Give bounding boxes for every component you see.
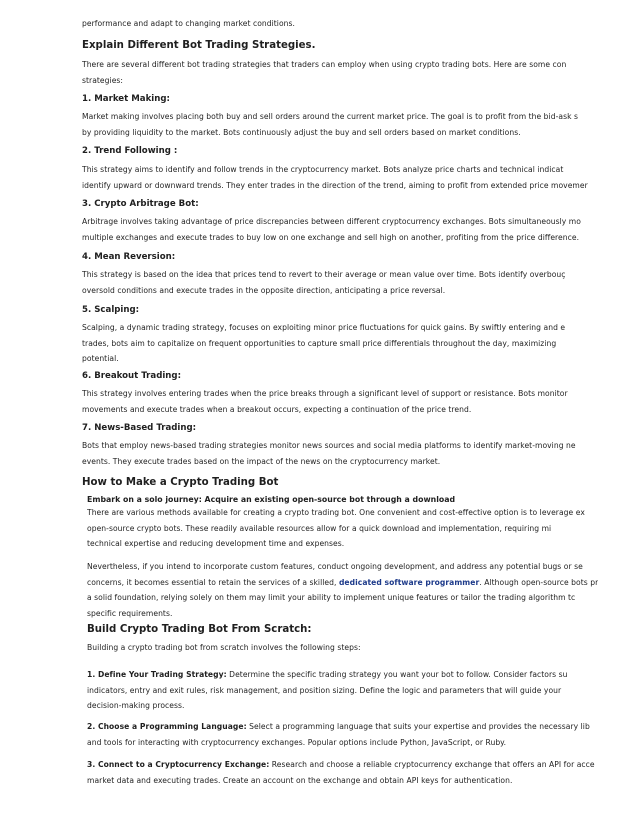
text-fragment: . Although open-source bots pr <box>479 577 599 587</box>
text-line: events. They execute trades based on the impact of the news on the cryptocurrency market. <box>82 456 441 466</box>
text-line: trades, bots aim to capitalize on frequent opportunities to capture small price differentials throughout the day, maximizing <box>82 338 557 348</box>
step-first-line <box>87 667 568 683</box>
step-first-line <box>87 719 590 735</box>
text-line: This strategy involves entering trades when the price breaks through a significant level of support or resistance. Bots monitor <box>82 389 568 398</box>
step-label: 2. Choose a Programming Language: <box>87 722 247 731</box>
dedicated-software-programmer-link[interactable]: dedicated software programmer <box>338 577 480 587</box>
scratch-step <box>82 757 595 788</box>
strategy-body <box>82 438 576 469</box>
text-line: Market making involves placing both buy and sell orders around the current market price. The goal is to profit from the bid-ask s <box>82 112 578 121</box>
text-line: strategies: <box>82 75 124 85</box>
make-paragraph-2 <box>82 559 598 621</box>
text-line: There are several different bot trading strategies that traders can employ when using crypto trading bots. Here are some con <box>82 60 567 69</box>
step-label: 1. Define Your Trading Strategy: <box>87 670 227 679</box>
text-line: decision-making process. <box>87 701 185 710</box>
strategy-body <box>82 214 581 245</box>
text-line: multiple exchanges and execute trades to buy low on one exchange and sell high on another, profiting from the price difference. <box>82 232 580 242</box>
strategy-title: 1. Market Making: <box>82 94 170 104</box>
strategies-intro <box>82 57 566 88</box>
text-line: Nevertheless, if you intend to incorporate custom features, conduct ongoing development, and address any potential bugs or se <box>87 562 583 571</box>
text-line: identify upward or downward trends. They enter trades in the direction of the trend, aiming to profit from extended price movemer <box>82 180 588 190</box>
text-line: This strategy aims to identify and follow trends in the cryptocurrency market. Bots analyze price charts and technical indicat <box>82 165 564 174</box>
scratch-heading: Build Crypto Trading Bot From Scratch: <box>87 624 312 635</box>
strategy-body <box>82 162 588 193</box>
step-first-line <box>87 757 595 773</box>
scratch-intro: Building a crypto trading bot from scratch involves the following steps: <box>87 643 361 652</box>
make-paragraph-1 <box>82 505 585 552</box>
strategy-title: 4. Mean Reversion: <box>82 252 176 262</box>
text-line: Bots that employ news-based trading strategies monitor news sources and social media platforms to identify market-moving ne <box>82 441 576 450</box>
text-line: a solid foundation, relying solely on them may limit your ability to implement unique features or tailor the trading algorithm tc <box>87 593 576 602</box>
strategy-title: 7. News-Based Trading: <box>82 423 197 433</box>
strategy-title: 5. Scalping: <box>82 305 140 315</box>
text-line: by providing liquidity to the market. Bots continuously adjust the buy and sell orders based on market conditions. <box>82 127 521 137</box>
text-line: movements and execute trades when a breakout occurs, expecting a continuation of the price trend. <box>82 404 472 414</box>
text-line: Scalping, a dynamic trading strategy, focuses on exploiting minor price fluctuations for quick gains. By swiftly entering and e <box>82 323 566 332</box>
scratch-step <box>82 719 590 750</box>
make-subheading: Embark on a solo journey: Acquire an existing open-source bot through a download <box>87 495 456 504</box>
strategy-body <box>82 109 578 140</box>
step-label: 3. Connect to a Cryptocurrency Exchange: <box>87 760 270 769</box>
text-line: open-source crypto bots. These readily available resources allow for a quick download and implementation, requiring mi <box>87 523 552 533</box>
strategy-body <box>82 320 565 367</box>
text-line: There are various methods available for creating a crypto trading bot. One convenient and cost-effective option is to leverage ex <box>87 508 585 517</box>
strategy-title: 6. Breakout Trading: <box>82 371 182 381</box>
text-line: This strategy is based on the idea that prices tend to revert to their average or mean value over time. Bots identify overbouç <box>82 270 566 279</box>
text-line-with-link <box>87 575 598 591</box>
text-fragment: Research and choose a reliable cryptocurrency exchange that offers an API for acce <box>269 760 595 769</box>
strategy-body <box>82 267 566 298</box>
scratch-step <box>82 667 568 714</box>
text-fragment: concerns, it becomes essential to retain the services of a skilled, <box>87 577 339 587</box>
text-line: oversold conditions and execute trades in the opposite direction, anticipating a price reversal. <box>82 285 446 295</box>
text-line: and tools for interacting with cryptocurrency exchanges. Popular options include Python, JavaScript, or Ruby. <box>87 737 507 747</box>
strategies-heading: Explain Different Bot Trading Strategies. <box>82 40 316 51</box>
text-line: market data and executing trades. Create an account on the exchange and obtain API keys for authentication. <box>87 775 513 785</box>
text-line: specific requirements. <box>87 608 173 618</box>
text-fragment: Select a programming language that suits your expertise and provides the necessary lib <box>246 722 590 731</box>
text-line: Arbitrage involves taking advantage of price discrepancies between different cryptocurrency exchanges. Bots simultaneously mo <box>82 217 581 226</box>
text-fragment: Determine the specific trading strategy you want your bot to follow. Consider factors su <box>226 670 568 679</box>
make-heading: How to Make a Crypto Trading Bot <box>82 477 279 488</box>
intro-tail-text: performance and adapt to changing market conditions. <box>82 19 295 28</box>
text-line: technical expertise and reducing development time and expenses. <box>87 539 345 548</box>
text-line: indicators, entry and exit rules, risk management, and position sizing. Define the logic and parameters that will guide your <box>87 685 562 695</box>
strategy-title: 3. Crypto Arbitrage Bot: <box>82 199 199 209</box>
strategy-body <box>82 386 568 417</box>
text-line: potential. <box>82 354 119 363</box>
strategy-title: 2. Trend Following : <box>82 146 178 156</box>
